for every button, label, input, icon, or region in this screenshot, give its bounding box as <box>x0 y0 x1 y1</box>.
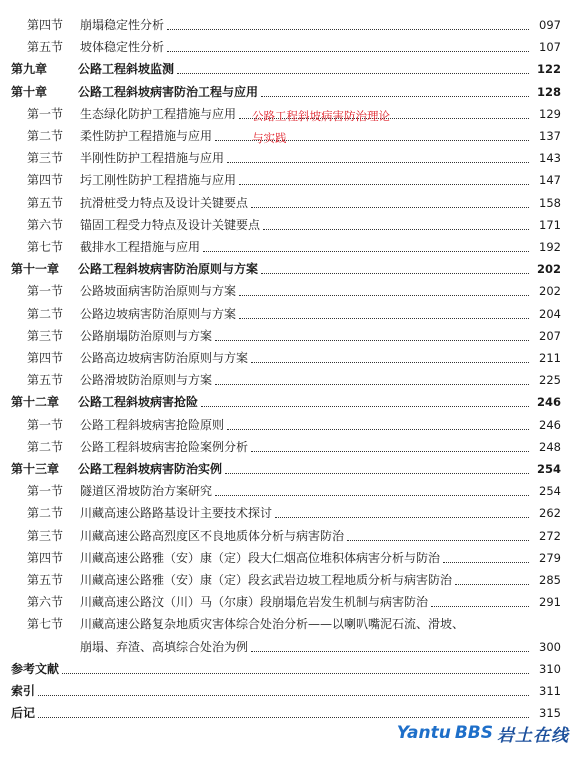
toc-title: 索引 <box>11 684 36 698</box>
toc-chapter-row[interactable] <box>0 391 575 413</box>
toc-section-row[interactable] <box>0 214 575 236</box>
toc-page-number: 158 <box>539 195 561 210</box>
toc-section-row[interactable] <box>0 147 575 169</box>
toc-dot-leader <box>239 295 529 296</box>
toc-title: 隧道区滑坡防治方案研究 <box>80 484 213 499</box>
toc-dot-leader <box>261 273 529 274</box>
toc-number: 第一节 <box>27 284 64 299</box>
toc-page-number: 279 <box>539 550 561 565</box>
toc-page-number: 143 <box>539 151 561 166</box>
toc-number: 第三节 <box>27 528 64 543</box>
toc-dot-leader <box>215 340 529 341</box>
toc-dot-leader <box>261 96 529 97</box>
toc-title: 川藏高速公路雅（安）康（定）段大仁烟高位堆积体病害分析与防治 <box>80 550 441 565</box>
toc-number: 第四节 <box>27 18 64 32</box>
toc-number: 第四节 <box>27 550 64 565</box>
toc-dot-leader <box>251 451 529 452</box>
toc-section-row[interactable] <box>0 14 575 36</box>
toc-section-row[interactable] <box>0 525 575 547</box>
toc-section-row[interactable] <box>0 569 575 591</box>
toc-page-number: 254 <box>539 484 561 499</box>
toc-section-row[interactable] <box>0 36 575 58</box>
toc-number: 第五节 <box>27 195 64 210</box>
toc-title: 后记 <box>11 706 36 721</box>
toc-dot-leader <box>347 540 529 541</box>
toc-title: 截排水工程措施与应用 <box>80 240 201 254</box>
toc-dot-leader <box>201 406 529 407</box>
toc-title: 川藏高速公路雅（安）康（定）段玄武岩边坡工程地质分析与病害防治 <box>80 573 453 587</box>
toc-section-row[interactable] <box>0 369 575 391</box>
toc-section-row[interactable] <box>0 613 575 635</box>
toc-page-number: 246 <box>536 395 561 410</box>
toc-title: 公路工程斜坡病害抢险 <box>78 395 199 410</box>
toc-page-number: 097 <box>539 18 561 32</box>
toc-dot-leader <box>455 584 529 585</box>
toc-dot-leader <box>227 162 529 163</box>
toc-dot-leader <box>275 517 529 518</box>
toc-title: 崩塌稳定性分析 <box>80 18 165 32</box>
toc-dot-leader <box>225 473 529 474</box>
watermark-part-3: 岩土在线 <box>497 725 569 746</box>
toc-page-number: 202 <box>539 284 561 299</box>
toc-dot-leader <box>38 695 529 696</box>
toc-backmatter-row[interactable] <box>0 658 575 680</box>
toc-dot-leader <box>167 51 529 52</box>
toc-section-row[interactable] <box>0 480 575 502</box>
toc-dot-leader <box>177 73 529 74</box>
toc-page-number: 254 <box>536 462 561 476</box>
toc-number: 第十二章 <box>11 395 60 410</box>
toc-section-row[interactable] <box>0 436 575 458</box>
toc-number: 第十一章 <box>11 262 60 277</box>
toc-title-continued: 崩塌、弃渣、高填综合处治为例 <box>80 639 249 654</box>
toc-section-row[interactable] <box>0 169 575 191</box>
toc-dot-leader <box>215 384 529 385</box>
toc-page-number: 315 <box>539 706 561 721</box>
toc-number: 第六节 <box>27 217 64 232</box>
toc-dot-leader <box>62 673 529 674</box>
toc-dot-leader <box>227 429 529 430</box>
toc-number: 第六节 <box>27 595 64 610</box>
toc-page-number: 204 <box>539 306 561 321</box>
toc-number: 第三节 <box>27 151 64 166</box>
toc-title: 公路工程斜坡病害抢险案例分析 <box>80 439 249 454</box>
toc-page-number: 310 <box>539 661 561 676</box>
toc-number: 第十三章 <box>11 462 60 476</box>
overlay-line-1: 公路工程斜坡病害防治理论 <box>252 109 390 123</box>
toc-title: 川藏高速公路复杂地质灾害体综合处治分析——以喇叭嘴泥石流、滑坡、 <box>80 617 465 632</box>
toc-section-row[interactable] <box>0 303 575 325</box>
toc-title: 川藏高速公路汶（川）马（尔康）段崩塌危岩发生机制与病害防治 <box>80 595 429 610</box>
toc-page-number: 291 <box>539 595 561 610</box>
toc-number: 第一节 <box>27 484 64 499</box>
toc-number: 第五节 <box>27 40 64 55</box>
overlay-line-2: 与实践 <box>252 131 287 145</box>
toc-section-row[interactable] <box>0 192 575 214</box>
toc-page-number: 171 <box>539 217 561 232</box>
toc-number: 第一节 <box>27 106 64 121</box>
toc-section-row[interactable] <box>0 502 575 524</box>
toc-page-number: 211 <box>539 351 561 365</box>
toc-number: 第九章 <box>11 62 48 77</box>
toc-page-number: 248 <box>539 439 561 454</box>
toc-dot-leader <box>167 29 529 30</box>
toc-section-row-continued[interactable] <box>0 636 575 658</box>
toc-page-number: 107 <box>539 40 561 55</box>
toc-number: 第二节 <box>27 129 64 143</box>
toc-title: 柔性防护工程措施与应用 <box>80 129 213 143</box>
toc-number: 第二节 <box>27 439 64 454</box>
watermark-part-2: BBS <box>454 723 493 743</box>
toc-page-number: 272 <box>539 528 561 543</box>
toc-dot-leader <box>251 207 529 208</box>
toc-page-number: 122 <box>536 62 561 77</box>
toc-number: 第五节 <box>27 573 64 587</box>
toc-title: 抗滑桩受力特点及设计关键要点 <box>80 195 249 210</box>
toc-number: 第七节 <box>27 240 64 254</box>
toc-number: 第四节 <box>27 173 64 188</box>
toc-chapter-row[interactable] <box>0 58 575 80</box>
toc-page-number: 262 <box>539 506 561 521</box>
toc-page-number: 246 <box>539 417 561 432</box>
toc-dot-leader <box>443 562 529 563</box>
toc-title: 生态绿化防护工程措施与应用 <box>80 106 237 121</box>
toc-title: 川藏高速公路路基设计主要技术探讨 <box>80 506 273 521</box>
toc-page-number: 207 <box>539 328 561 343</box>
toc-section-row[interactable] <box>0 280 575 302</box>
toc-number: 第二节 <box>27 306 64 321</box>
toc-title: 锚固工程受力特点及设计关键要点 <box>80 217 261 232</box>
toc-dot-leader <box>251 651 529 652</box>
toc-title: 公路工程斜坡病害抢险原则 <box>80 417 225 432</box>
toc-title: 半刚性防护工程措施与应用 <box>80 151 225 166</box>
toc-chapter-row[interactable] <box>0 81 575 103</box>
toc-title: 公路滑坡防治原则与方案 <box>80 373 213 388</box>
toc-dot-leader <box>203 251 529 252</box>
toc-number: 第一节 <box>27 417 64 432</box>
toc-number: 第十章 <box>11 84 48 99</box>
toc-page-number: 311 <box>539 684 561 698</box>
toc-chapter-row[interactable] <box>0 258 575 280</box>
toc-page-number: 147 <box>539 173 561 188</box>
toc-page-number: 300 <box>539 639 561 654</box>
toc-section-row[interactable] <box>0 347 575 369</box>
toc-chapter-row[interactable] <box>0 458 575 480</box>
toc-title: 圬工刚性防护工程措施与应用 <box>80 173 237 188</box>
toc-page-number: 202 <box>536 262 561 277</box>
toc-number: 第五节 <box>27 373 64 388</box>
toc-dot-leader <box>239 318 529 319</box>
toc-dot-leader <box>215 495 529 496</box>
toc-title: 公路工程斜坡病害防治原则与方案 <box>78 262 259 277</box>
toc-section-row[interactable] <box>0 547 575 569</box>
toc-title: 公路边坡病害防治原则与方案 <box>80 306 237 321</box>
toc-dot-leader <box>431 606 529 607</box>
toc-dot-leader <box>251 362 529 363</box>
toc-title: 公路坡面病害防治原则与方案 <box>80 284 237 299</box>
toc-title: 坡体稳定性分析 <box>80 40 165 55</box>
toc-page-number: 128 <box>536 84 561 99</box>
site-watermark <box>397 718 569 748</box>
toc-page-number: 285 <box>539 573 561 587</box>
toc-section-row[interactable] <box>0 414 575 436</box>
toc-number: 第二节 <box>27 506 64 521</box>
toc-backmatter-row[interactable] <box>0 680 575 702</box>
toc-title: 参考文献 <box>11 661 60 676</box>
toc-page-number: 129 <box>539 106 561 121</box>
toc-title: 川藏高速公路高烈度区不良地质体分析与病害防治 <box>80 528 345 543</box>
toc-dot-leader <box>239 184 529 185</box>
toc-section-row[interactable] <box>0 236 575 258</box>
toc-page-number: 137 <box>539 129 561 143</box>
toc-number: 第三节 <box>27 328 64 343</box>
toc-number: 第七节 <box>27 617 64 632</box>
watermark-part-1: Yantu <box>396 723 451 743</box>
toc-title: 公路工程斜坡病害防治实例 <box>78 462 223 476</box>
toc-section-row[interactable] <box>0 591 575 613</box>
toc-dot-leader <box>263 229 529 230</box>
toc-title: 公路工程斜坡病害防治工程与应用 <box>78 84 259 99</box>
toc-section-row[interactable] <box>0 325 575 347</box>
toc-page-number: 225 <box>539 373 561 388</box>
toc-page-number: 192 <box>539 240 561 254</box>
toc-title: 公路高边坡病害防治原则与方案 <box>80 351 249 365</box>
toc-title: 公路工程斜坡监测 <box>78 62 175 77</box>
toc-title: 公路崩塌防治原则与方案 <box>80 328 213 343</box>
toc-number: 第四节 <box>27 351 64 365</box>
book-title-overlay <box>252 105 412 149</box>
